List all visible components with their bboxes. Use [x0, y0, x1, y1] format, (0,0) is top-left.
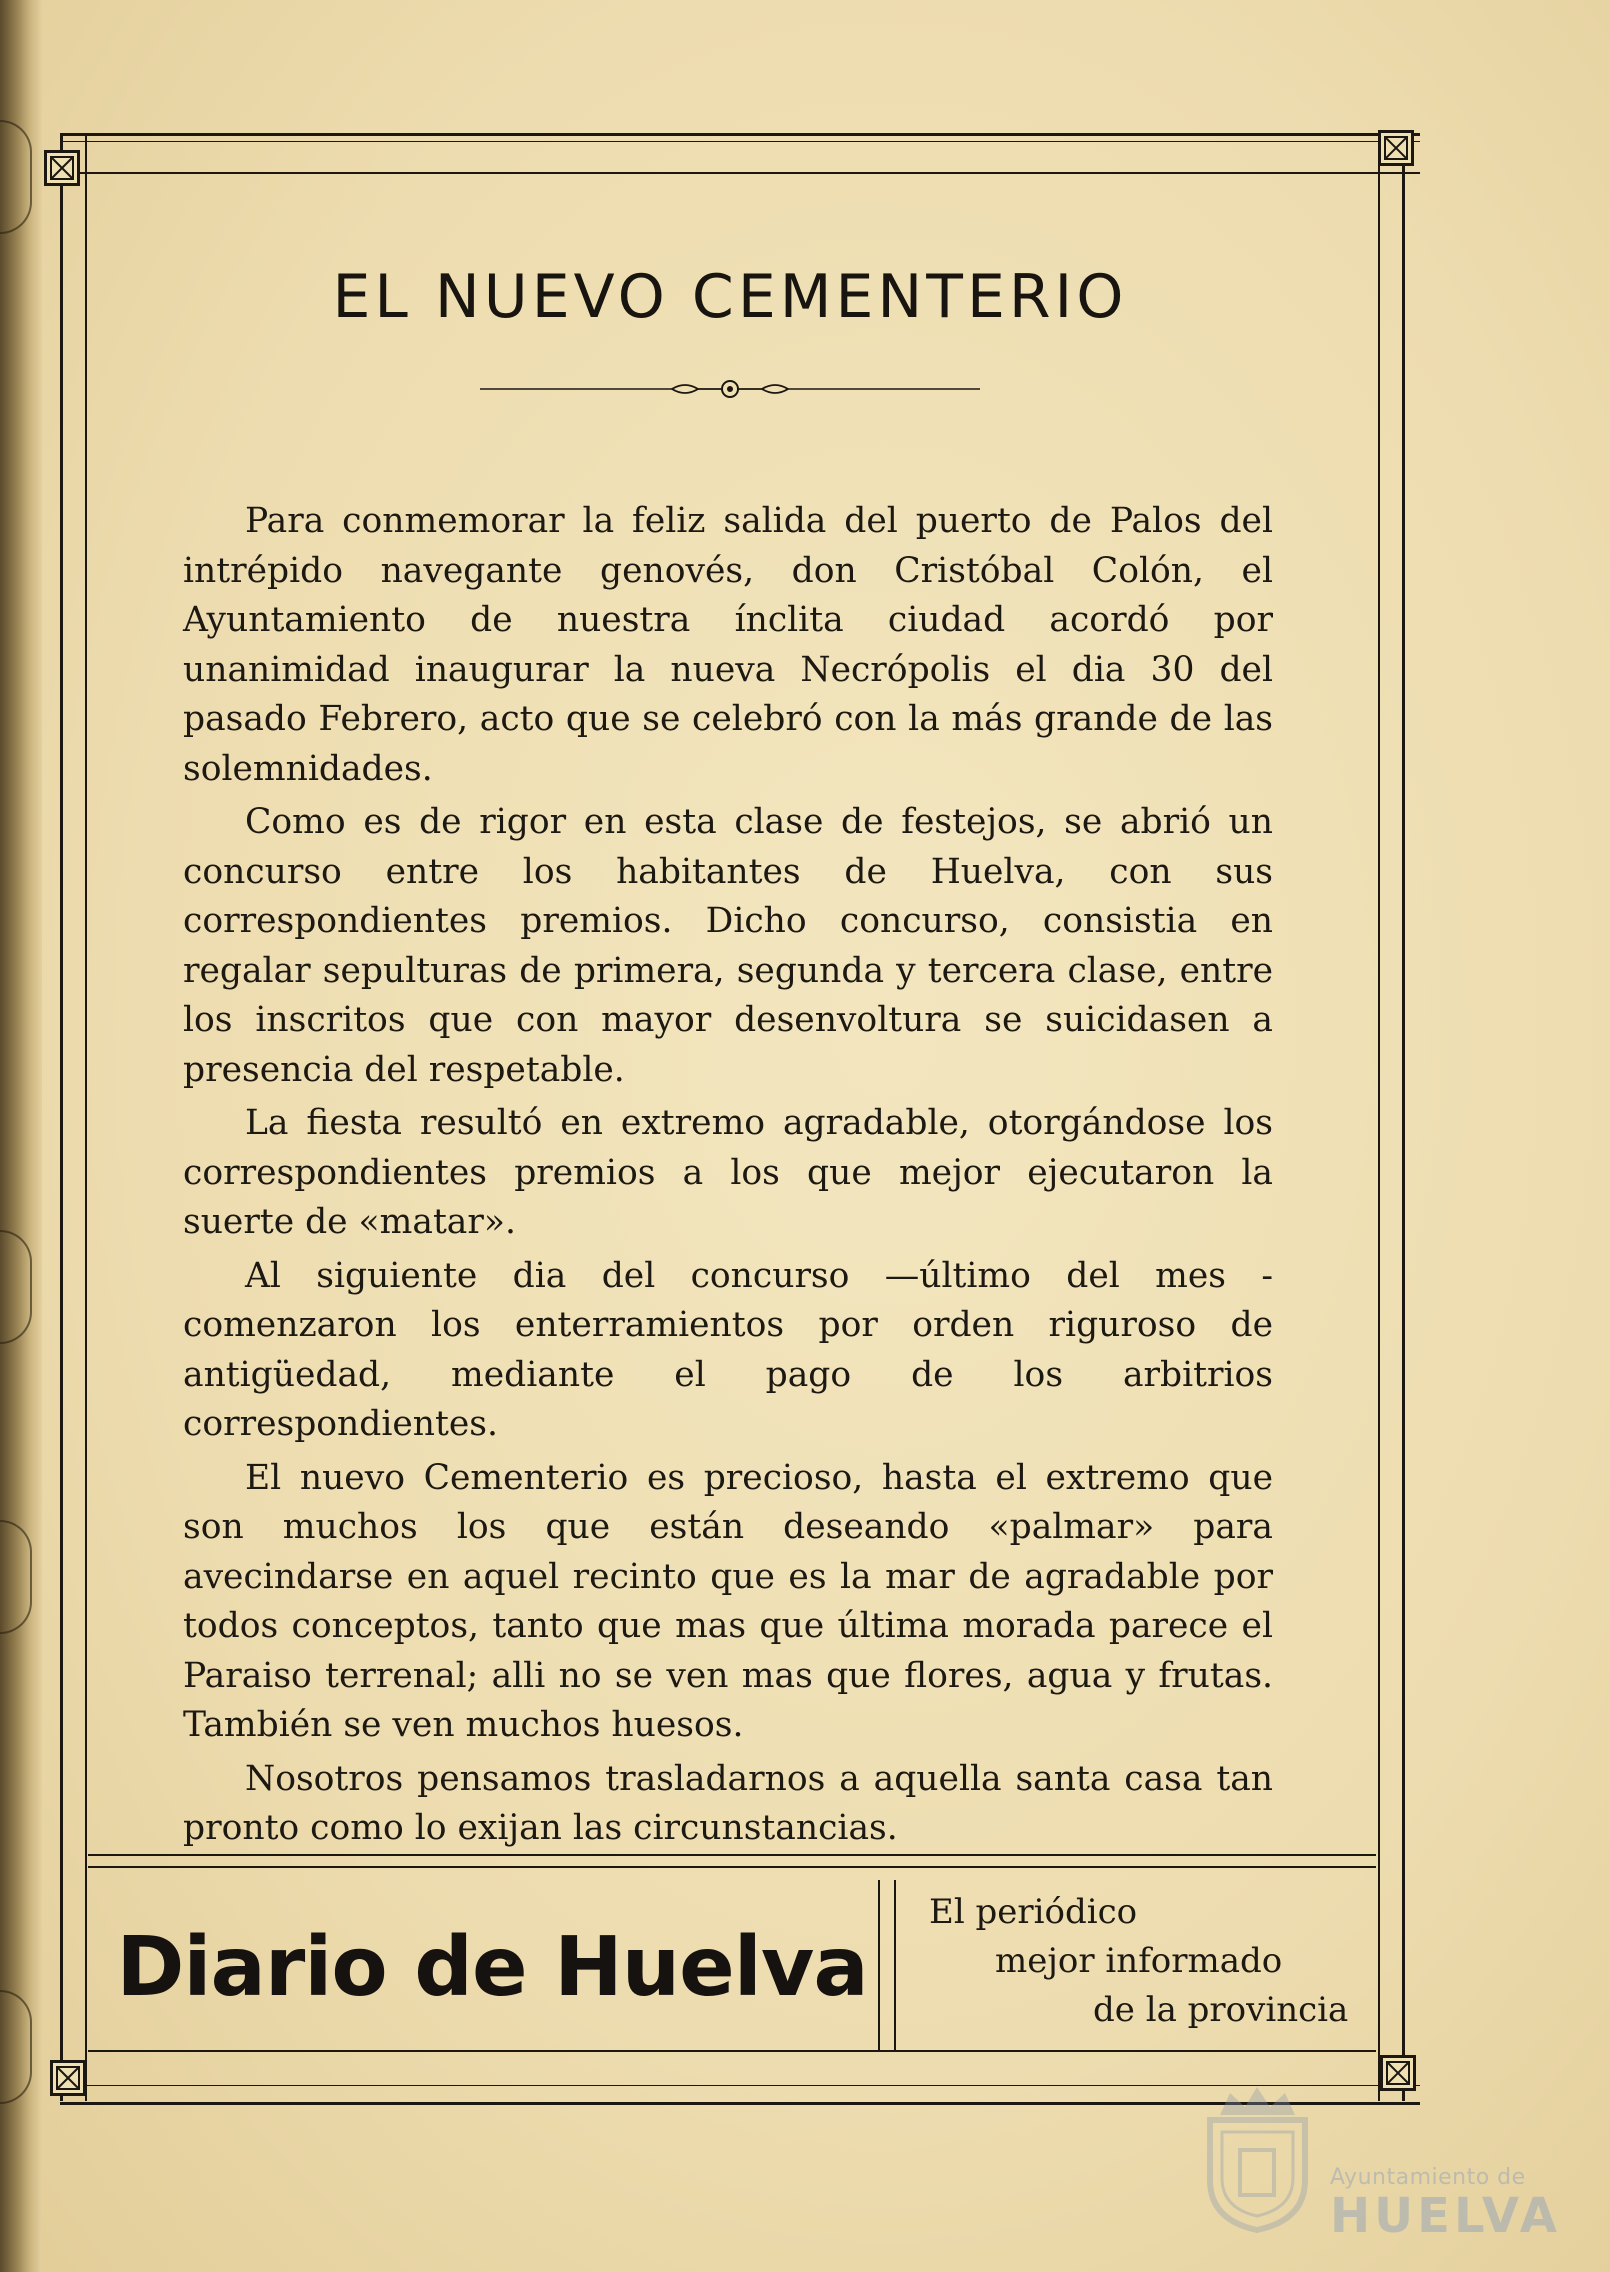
frame-left-border	[60, 133, 87, 2101]
corner-ornament-icon	[1378, 130, 1414, 166]
slogan-line: El periódico	[929, 1892, 1138, 1932]
slogan-line: mejor informado	[995, 1941, 1283, 1981]
article-paragraph: La fiesta resultó en extremo agradable, otorgándose los correspondientes premios a los que mejor ejecutaron la suerte de «matar».	[183, 1103, 1273, 1242]
corner-ornament-icon	[1380, 2055, 1416, 2091]
frame-rule	[60, 141, 1420, 142]
newspaper-slogan	[925, 1888, 1375, 2035]
article-paragraph: El nuevo Cementerio es precioso, hasta el extremo que son muchos los que están deseando «palmar» para avecindarse en aquel recinto que es la mar de agradable por todos conceptos, tanto que mas que última morada parece el Paraiso terrenal; alli no se ven mas que flores, agua y frutas. También se ven muchos huesos.	[183, 1457, 1273, 1745]
article-paragraph: Al siguiente dia del concurso —último del mes - comenzaron los enterramientos por orden riguroso de antigüedad, mediante el pago de los arbitrios correspondientes.	[183, 1255, 1273, 1444]
frame-right-border	[1378, 133, 1405, 2101]
article-paragraph: Nosotros pensamos trasladarnos a aquella santa casa tan pronto como lo exijan las circunstancias.	[183, 1758, 1273, 1848]
spine-ornament-icon	[0, 120, 32, 234]
city-crest-icon	[1200, 2085, 1315, 2235]
article-paragraph: Para conmemorar la feliz salida del puerto de Palos del intrépido navegante genovés, don Cristóbal Colón, el Ayuntamiento de nuestra ínclita ciudad acordó por unanimidad inaugurar la nueva Necrópolis el dia 30 del pasado Febrero, acto que se celebró con la más grande de las solemnidades.	[183, 501, 1273, 789]
band-rule	[88, 1854, 1376, 1856]
article-body	[183, 497, 1273, 1858]
corner-ornament-icon	[50, 2060, 86, 2096]
band-divider	[878, 1880, 896, 2052]
title-flourish-icon	[480, 376, 980, 402]
spine-ornament-icon	[0, 1520, 32, 1634]
frame-rule	[60, 172, 1420, 174]
newspaper-logo: Diario de Huelva	[116, 1920, 868, 2015]
watermark-line: Ayuntamiento de	[1330, 2165, 1526, 2190]
band-rule	[88, 1866, 1376, 1868]
spine-ornament-icon	[0, 1230, 32, 1344]
article-paragraph: Como es de rigor en esta clase de festejos, se abrió un concurso entre los habitantes de Huelva, con sus correspondientes premios. Dicho concurso, consistia en regalar sepulturas de primera, segunda y tercera clase, entre los inscritos que con mayor desenvoltura se suicidasen a presencia del respetable.	[183, 802, 1273, 1090]
article-title: EL NUEVO CEMENTERIO	[332, 262, 1128, 332]
spine-ornament-icon	[0, 1990, 32, 2104]
corner-ornament-icon	[44, 150, 80, 186]
archive-watermark	[1330, 2165, 1590, 2242]
slogan-line: de la provincia	[1093, 1990, 1349, 2030]
watermark-line: HUELVA	[1330, 2188, 1561, 2244]
book-spine	[0, 0, 42, 2272]
band-rule	[88, 2050, 1376, 2052]
